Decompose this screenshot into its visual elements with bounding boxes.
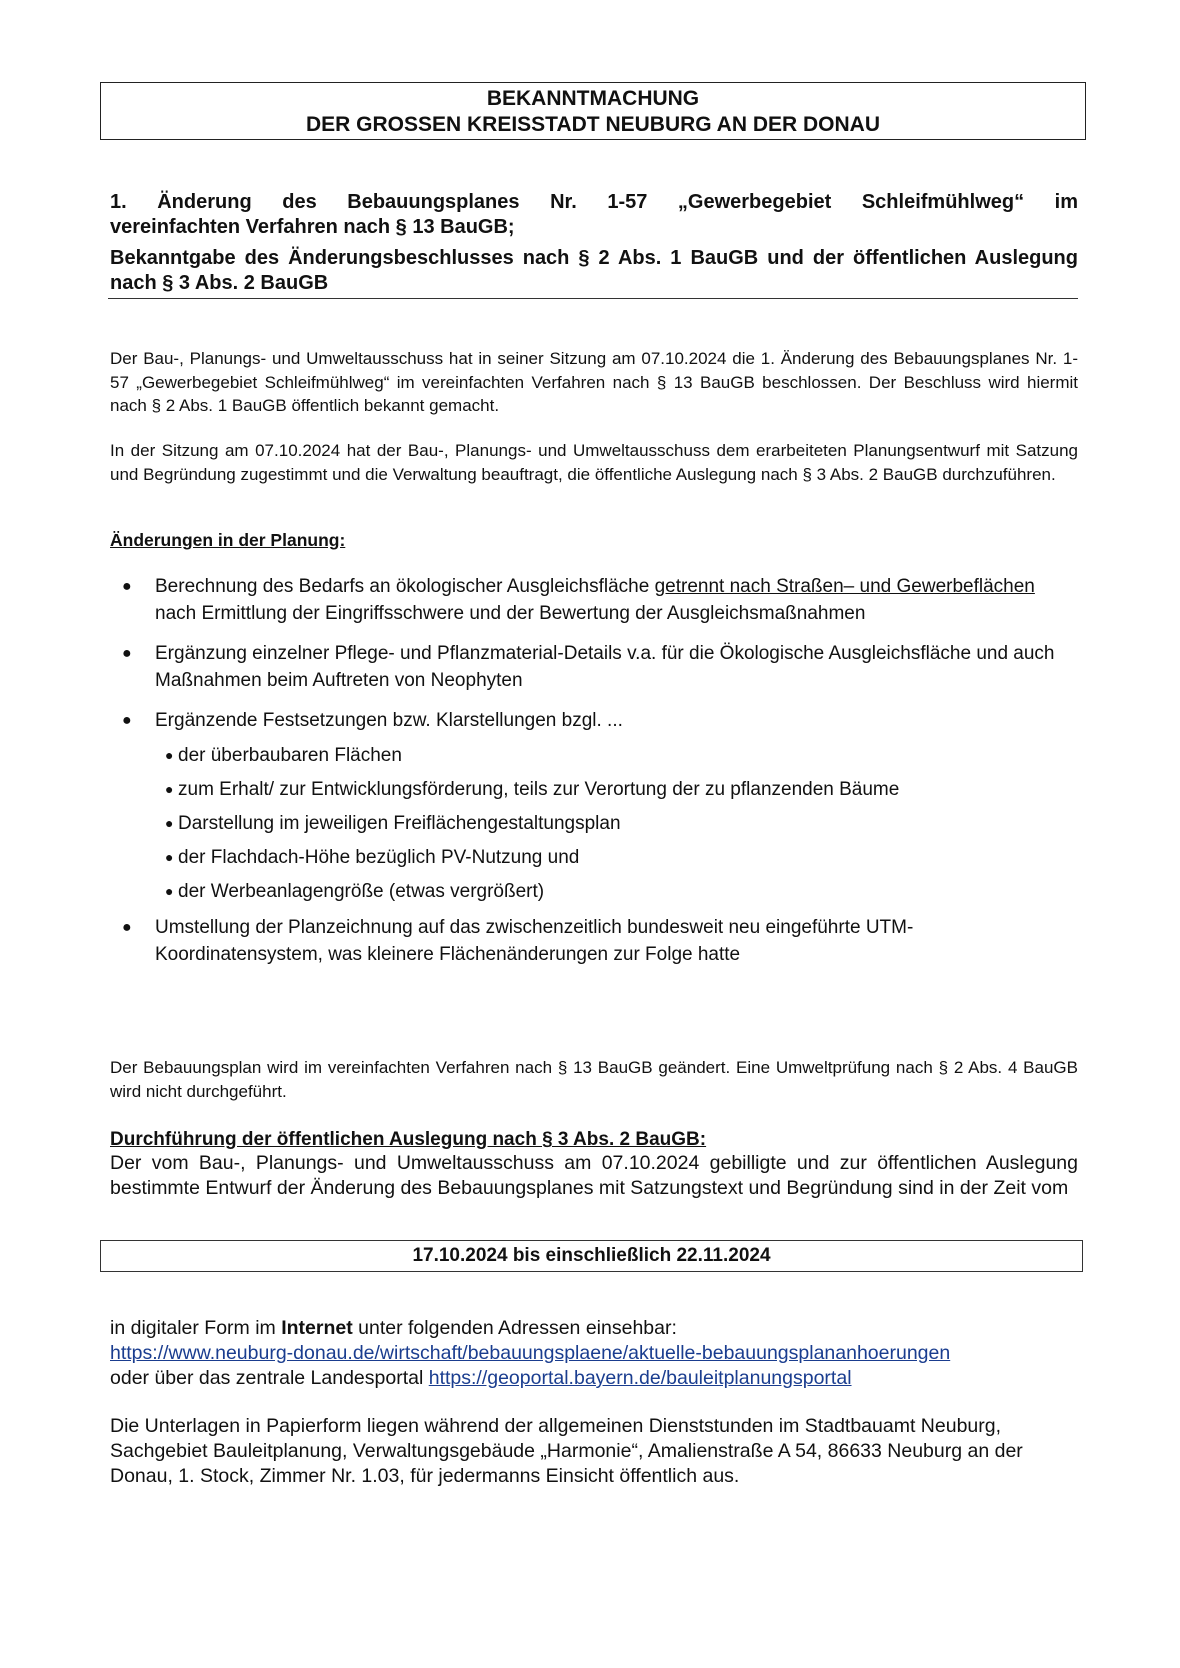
online-intro-end: unter folgenden Adressen einsehbar:	[352, 1317, 677, 1339]
online-intro-start: in digitaler Form im	[110, 1317, 282, 1339]
sub-list-item	[155, 810, 1070, 837]
bullet-icon: ●	[122, 578, 132, 595]
announcement-title-box	[100, 82, 1086, 140]
changes-list	[110, 573, 1070, 968]
bullet-icon: ●	[165, 747, 174, 763]
change-4-text: Umstellung der Planzeichnung auf das zwischenzeitlich bundesweit neu eingeführte UTM-Koordinatensystem, was kleinere Flächenänderungen zur Folge hatte	[155, 917, 914, 965]
change-2-text: Ergänzung einzelner Pflege- und Pflanzmaterial-Details v.a. für die Ökologische Ausgleichsfläche und auch Maßnahmen beim Auftreten von Neophyten	[155, 643, 1055, 691]
bullet-icon: ●	[165, 781, 174, 797]
change-1-text-start: Berechnung des Bedarfs an ökologischer Ausgleichsfläche	[155, 576, 655, 597]
bullet-icon: ●	[165, 815, 174, 831]
auslegung-heading: Durchführung der öffentlichen Auslegung nach § 3 Abs. 2 BauGB:	[110, 1129, 707, 1150]
bullet-icon: ●	[165, 849, 174, 865]
sub-list-item	[155, 844, 1070, 871]
sub-item-text: der Flachdach-Höhe bezüglich PV-Nutzung und	[178, 847, 580, 868]
sub-item-text: Darstellung im jeweiligen Freiflächengestaltungsplan	[178, 813, 621, 834]
paragraph-online	[110, 1316, 1078, 1391]
period-text: 17.10.2024 bis einschließlich 22.11.2024	[412, 1245, 771, 1266]
announcement-subtitle: DER GROSSEN KREISSTADT NEUBURG AN DER DONAU	[305, 113, 881, 136]
change-1-text-end: nach Ermittlung der Eingriffsschwere und der Bewertung der Ausgleichsmaßnahmen	[155, 603, 866, 624]
sub-item-text: der Werbeanlagengröße (etwas vergrößert)	[178, 881, 545, 902]
subject-line-1: 1. Änderung des Bebauungsplanes Nr. 1-57 „Gewerbegebiet Schleifmühlweg“ im	[110, 191, 1078, 213]
portal-intro: oder über das zentrale Landesportal	[110, 1367, 429, 1389]
online-intro-bold: Internet	[281, 1317, 353, 1339]
paragraph-environment: Der Bebauungsplan wird im vereinfachten Verfahren nach § 13 BauGB geändert. Eine Umweltprüfung nach § 2 Abs. 4 BauGB wird nicht durchgeführt.	[110, 1058, 1078, 1101]
change-3-text: Ergänzende Festsetzungen bzw. Klarstellungen bzgl. ...	[155, 710, 623, 731]
sub-list-item	[155, 742, 1070, 769]
announcement-title: BEKANNTMACHUNG	[486, 87, 700, 110]
sub-list-item	[155, 878, 1070, 905]
subject-line-1-cont: vereinfachten Verfahren nach § 13 BauGB;	[110, 216, 515, 238]
sub-item-text: der überbaubaren Flächen	[178, 745, 402, 766]
subject-block	[110, 190, 1078, 296]
sub-item-text: zum Erhalt/ zur Entwicklungsförderung, teils zur Verortung der zu pflanzenden Bäume	[178, 779, 900, 800]
bullet-icon: ●	[122, 712, 132, 729]
paragraph-approval: In der Sitzung am 07.10.2024 hat der Bau-, Planungs- und Umweltausschuss dem erarbeiteten Planungsentwurf mit Satzung und Begründung zugestimmt und die Verwaltung beauftragt, die öffentliche Auslegung nach § 3 Abs. 2 BauGB durchzuführen.	[110, 441, 1078, 484]
period-box	[100, 1240, 1083, 1272]
change-1-underlined: getrennt nach Straßen– und Gewerbeflächen	[654, 576, 1035, 597]
sub-list-item	[155, 776, 1070, 803]
bullet-icon: ●	[122, 645, 132, 662]
geoportal-link[interactable]: https://geoportal.bayern.de/bauleitplanungsportal	[428, 1367, 852, 1389]
list-item	[110, 640, 1070, 694]
paragraph-resolution: Der Bau-, Planungs- und Umweltausschuss hat in seiner Sitzung am 07.10.2024 die 1. Änderung des Bebauungsplanes Nr. 1-57 „Gewerbegebiet Schleifmühlweg“ im vereinfachten Verfahren nach § 13 BauGB beschlossen. Der Beschluss wird hiermit nach § 2 Abs. 1 BauGB öffentlich bekannt gemacht.	[110, 349, 1078, 415]
paragraph-paper-copies: Die Unterlagen in Papierform liegen während der allgemeinen Dienststunden im Stadtbauamt Neuburg, Sachgebiet Bauleitplanung, Verwaltungsgebäude „Harmonie“, Amalienstraße A 54, 86633 Neuburg an der Donau, 1. Stock, Zimmer Nr. 1.03, für jedermanns Einsicht öffentlich aus.	[110, 1415, 1023, 1487]
changes-heading: Änderungen in der Planung:	[110, 530, 346, 550]
bullet-icon: ●	[122, 919, 132, 936]
change-3-sublist	[155, 742, 1070, 905]
subject-line-2: Bekanntgabe des Änderungsbeschlusses nach § 2 Abs. 1 BauGB und der öffentlichen Auslegung nach § 3 Abs. 2 BauGB	[110, 247, 1078, 294]
bullet-icon: ●	[165, 883, 174, 899]
list-item	[110, 914, 1070, 968]
list-item	[110, 707, 1070, 905]
subject-divider	[108, 298, 1078, 299]
paragraph-auslegung: Der vom Bau-, Planungs- und Umweltausschuss am 07.10.2024 gebilligte und zur öffentlichen Auslegung bestimmte Entwurf der Änderung des Bebauungsplanes mit Satzungstext und Begründung sind in der Zeit vom	[110, 1152, 1078, 1199]
city-website-link[interactable]: https://www.neuburg-donau.de/wirtschaft/bebauungsplaene/aktuelle-bebauungsplananhoerungen	[110, 1342, 951, 1364]
list-item	[110, 573, 1070, 627]
